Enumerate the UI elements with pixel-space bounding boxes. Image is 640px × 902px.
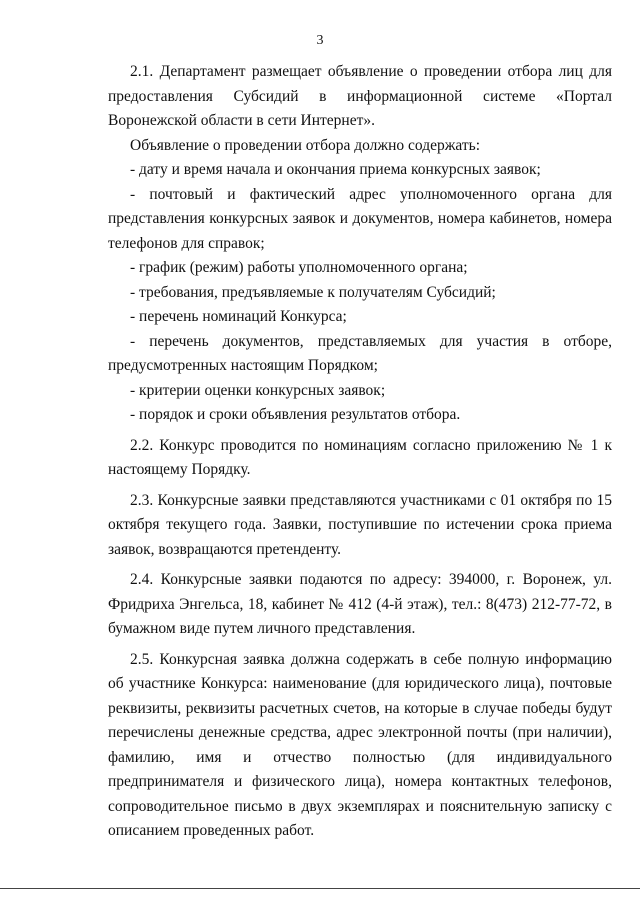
- list-item: - почтовый и фактический адрес уполномоченного органа для представления конкурсных заявок и документов, номера кабинетов, номера телефонов для справок;: [108, 185, 612, 252]
- paragraph: Объявление о проведении отбора должно содержать:: [130, 136, 481, 154]
- paragraph: 2.1. Департамент размещает объявление о проведении отбора лиц для предоставления Субсидий в информационной системе «Портал Воронежской области в сети Интернет».: [108, 63, 612, 129]
- list-item: - график (режим) работы уполномоченного органа;: [130, 259, 468, 276]
- paragraph: 2.4. Конкурсные заявки подаются по адресу: 394000, г. Воронеж, ул. Фридриха Энгельса, 18, кабинет № 412 (4-й этаж), тел.: 8(473) 212-77-72, в бумажном виде путем личного представления.: [108, 571, 612, 637]
- list-item: - критерии оценки конкурсных заявок;: [130, 381, 386, 399]
- list-item: - перечень документов, представляемых для участия в отборе, предусмотренных настоящим Порядком;: [108, 332, 612, 374]
- page-number: 3: [316, 33, 324, 48]
- paragraph: 2.2. Конкурс проводится по номинациям согласно приложению № 1 к настоящему Порядку.: [108, 436, 612, 478]
- list-item: - перечень номинаций Конкурса;: [130, 308, 347, 325]
- paragraph: 2.5. Конкурсная заявка должна содержать в себе полную информацию об участнике Конкурса: наименование (для юридического лица), почтовые реквизиты, реквизиты расчетных счетов, на которые в случае победы будут перечислены денежные средства, адрес электронной почты (при наличии), фамилию, имя и отчество полностью (для индивидуального предпринимателя и физического лица), номера контактных телефонов, сопроводительное письмо в двух экземплярах и пояснительную записку с описанием проведенных работ.: [108, 650, 612, 839]
- list-item: - дату и время начала и окончания приема конкурсных заявок;: [130, 161, 541, 178]
- document-body: [108, 60, 612, 844]
- paragraph: 2.3. Конкурсные заявки представляются участниками с 01 октября по 15 октября текущего года. Заявки, поступившие по истечении срока приема заявок, возвращаются претенденту.: [108, 491, 612, 558]
- list-item: - порядок и сроки объявления результатов отбора.: [130, 406, 461, 423]
- page-bottom-rule: [0, 888, 640, 889]
- list-item: - требования, предъявляемые к получателям Субсидий;: [130, 283, 496, 301]
